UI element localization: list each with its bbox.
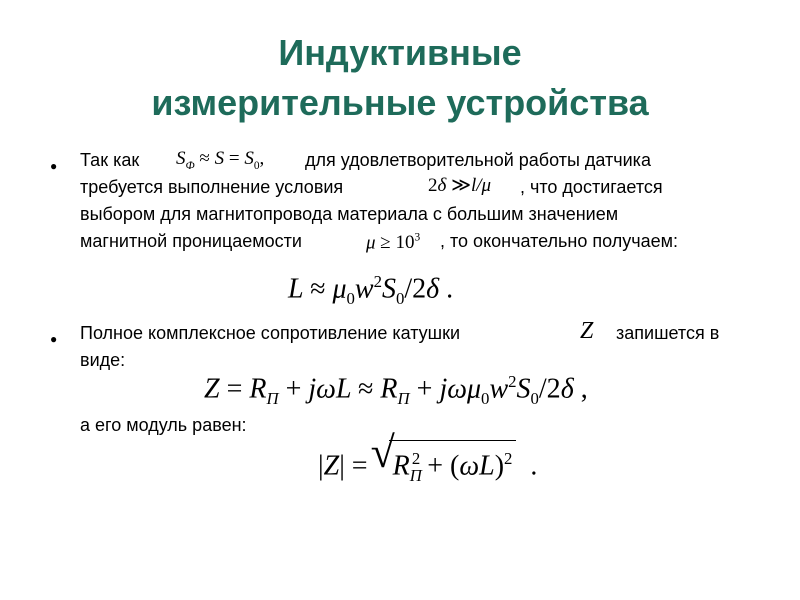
formula-Z: $Z = R_П + j\omega L \approx R_П + j\omega\mu_0w^2S_0/2\delta$ , [204,372,588,408]
slide-title-line1: Индуктивные [278,32,522,73]
bullet-1-line-3 [80,202,618,226]
slide-title-line2: измерительные устройства [151,82,649,123]
bullet-1-text-g: , то окончательно получаем: [440,231,679,251]
bullet-2-line-1b [616,321,719,345]
formula-s-equiv: $S_Ф \approx S = S_0$, [176,148,265,172]
formula-L: $L \approx \mu_0w^2S_0/2\delta$ . [288,272,454,308]
bullet-2-marker: ● [50,332,58,346]
bullet-1-line-2 [80,175,343,199]
bullet-2-text-b: запишется в [616,323,720,343]
bullet-2-text-d: а его модуль равен: [80,415,247,435]
bullet-2-line-2 [80,348,125,372]
bullet-1-line-2b [520,175,663,199]
bullet-1-text-a: Так как [80,150,140,170]
bullet-1-text-f: магнитной проницаемости [80,231,302,251]
bullet-1-text-b: для удовлетворительной работы датчика [305,150,651,170]
bullet-1-line-1 [80,148,139,172]
bullet-2-text-a: Полное комплексное сопротивление катушки [80,323,461,343]
bullet-1-text-e: выбором для магнитопровода материала с большим значением [80,204,619,224]
formula-condition: 2δ ≫l/μ [428,175,492,196]
bullet-1-text-d: , что достигается [520,177,663,197]
slide-title [0,28,800,128]
sqrt-sign: √ $R_П^2 + (\omega L)^2$ [389,440,517,494]
bullet-1-line-1b [305,148,651,172]
bullet-2-line-1 [80,321,460,345]
bullet-1-marker: ● [50,159,58,173]
bullet-1-line-4b [440,229,678,253]
formula-mu: $\mu \ge 10^3$ [366,232,421,254]
bullet-1-line-4 [80,229,302,253]
formula-Z-modulus: |Z| = √ $R_П^2 + (\omega L)^2$ . [318,440,537,494]
bullet-2-line-3 [80,413,247,437]
bullet-2-text-c: виде: [80,350,126,370]
bullet-1-text-c: требуется выполнение условия [80,177,344,197]
formula-z-symbol: Z [580,318,594,344]
